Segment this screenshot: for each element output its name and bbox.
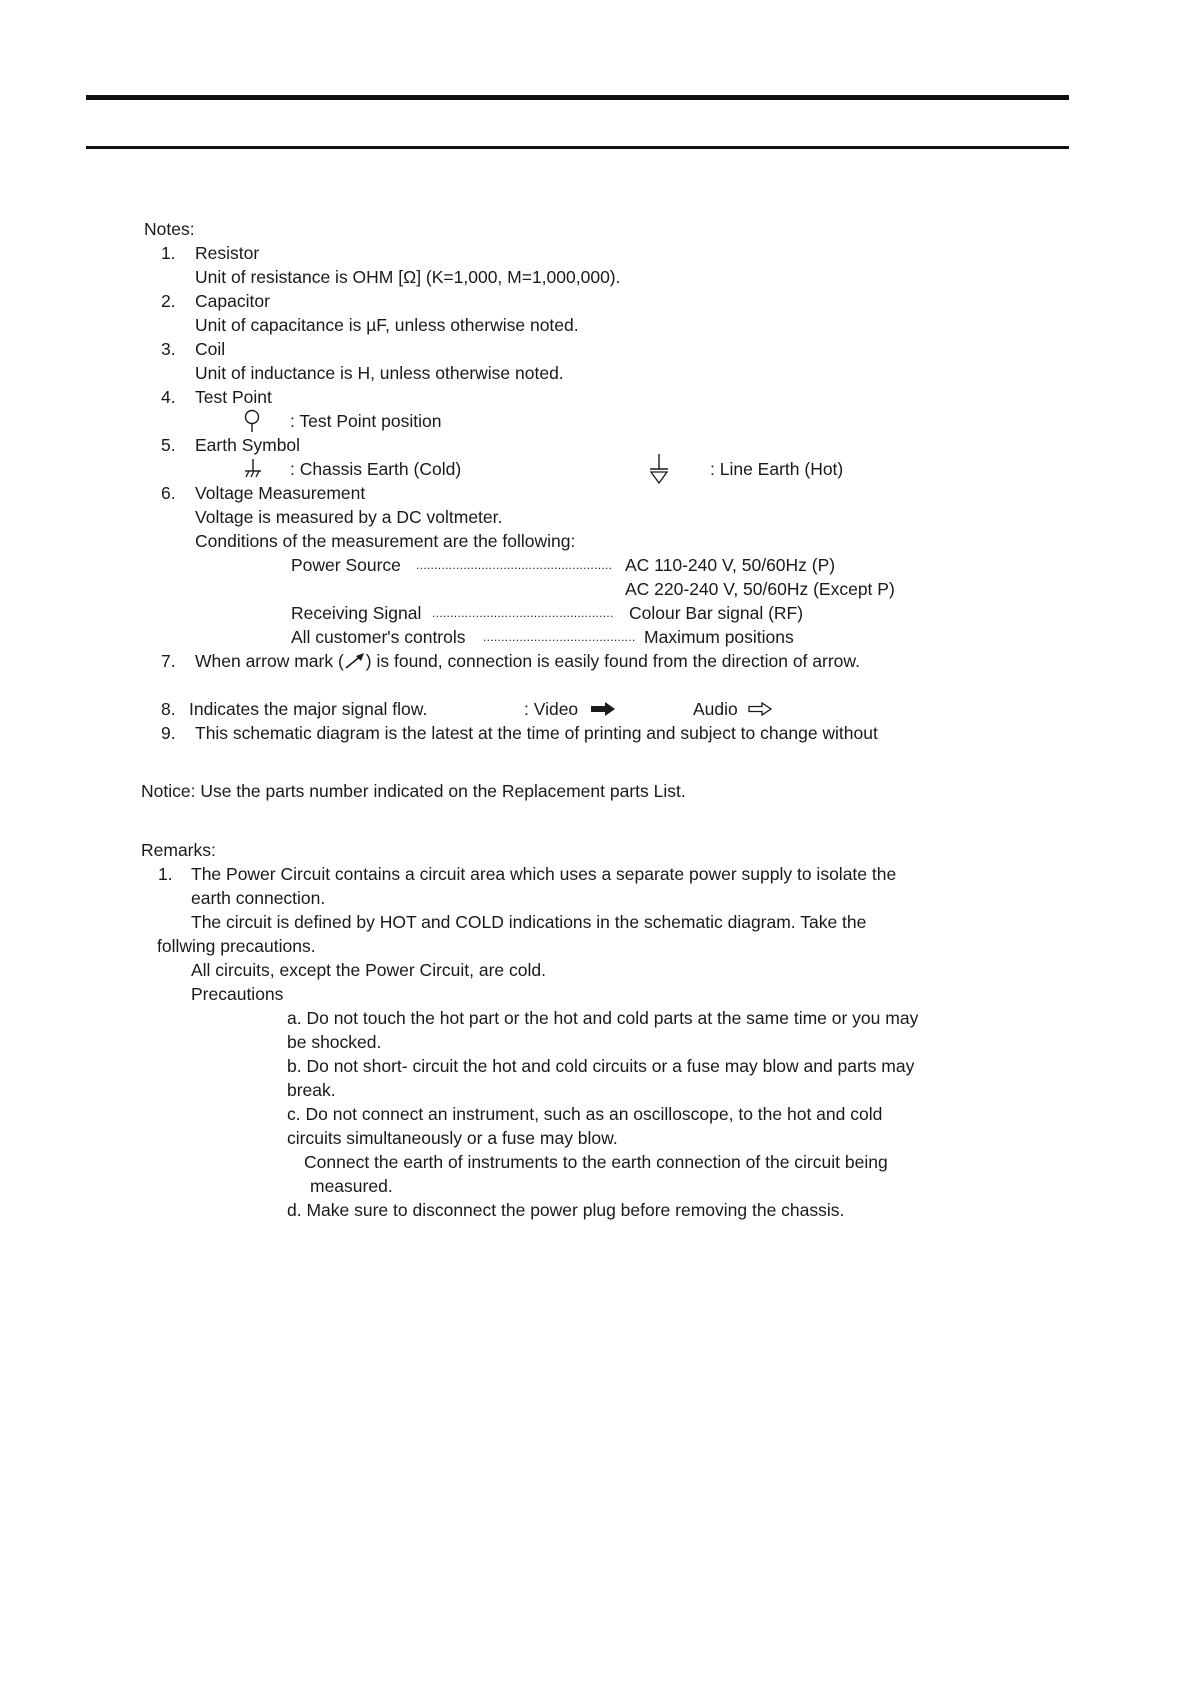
header-rule-top xyxy=(86,95,1069,100)
note-7-number: 7. xyxy=(161,651,176,671)
precaution-b-line-1: b. Do not short- circuit the hot and cold circuits or a fuse may blow and parts may xyxy=(287,1056,915,1076)
header-rule-bottom xyxy=(86,146,1069,149)
test-point-icon xyxy=(242,409,262,433)
note-1-title: Resistor xyxy=(195,243,260,263)
precaution-c-line-3: Connect the earth of instruments to the earth connection of the circuit being xyxy=(304,1152,888,1172)
note-5-number: 5. xyxy=(161,435,176,455)
precaution-b-line-2: break. xyxy=(287,1080,336,1100)
precaution-d-line-1: d. Make sure to disconnect the power plug before removing the chassis. xyxy=(287,1200,845,1220)
note-9-number: 9. xyxy=(161,723,176,743)
note-2-desc: Unit of capacitance is µF, unless otherwise noted. xyxy=(195,315,579,335)
notice-text: Notice: Use the parts number indicated on the Replacement parts List. xyxy=(141,781,686,801)
note-2-title: Capacitor xyxy=(195,291,270,311)
power-source-value-2: AC 220-240 V, 50/60Hz (Except P) xyxy=(625,579,895,599)
precaution-a-line-1: a. Do not touch the hot part or the hot and cold parts at the same time or you may xyxy=(287,1008,919,1028)
remark-line-2: earth connection. xyxy=(191,888,326,908)
note-4-number: 4. xyxy=(161,387,176,407)
note-4-symbol-label: : Test Point position xyxy=(290,411,442,431)
remarks-heading: Remarks: xyxy=(141,840,216,860)
note-4-title: Test Point xyxy=(195,387,272,407)
note-5-title: Earth Symbol xyxy=(195,435,301,455)
note-7-text xyxy=(195,651,860,671)
power-source-label: Power Source xyxy=(291,555,401,575)
remark-1-number: 1. xyxy=(158,864,173,884)
note-3-title: Coil xyxy=(195,339,226,359)
precaution-c-line-1: c. Do not connect an instrument, such as an oscilloscope, to the hot and cold xyxy=(287,1104,883,1124)
notes-heading: Notes: xyxy=(144,219,195,239)
note-5-line-label: : Line Earth (Hot) xyxy=(710,459,844,479)
remark-line-1: The Power Circuit contains a circuit area which uses a separate power supply to isolate the xyxy=(191,864,897,884)
note-5-chassis-label: : Chassis Earth (Cold) xyxy=(290,459,462,479)
note-3-desc: Unit of inductance is H, unless otherwise noted. xyxy=(195,363,564,383)
precaution-c-line-2: circuits simultaneously or a fuse may blow. xyxy=(287,1128,618,1148)
receiving-signal-value: Colour Bar signal (RF) xyxy=(629,603,804,623)
note-6-desc2: Conditions of the measurement are the following: xyxy=(195,531,576,551)
note-6-desc1: Voltage is measured by a DC voltmeter. xyxy=(195,507,503,527)
precautions-heading: Precautions xyxy=(191,984,284,1004)
power-source-value-1: AC 110-240 V, 50/60Hz (P) xyxy=(625,555,836,575)
note-1-number: 1. xyxy=(161,243,176,263)
note-7-text-before: When arrow mark ( xyxy=(195,651,344,671)
power-source-dots: ...................................................... xyxy=(416,558,613,572)
note-9-text: This schematic diagram is the latest at the time of printing and subject to change without xyxy=(195,723,878,743)
filled-arrow-icon xyxy=(591,702,615,716)
note-7-text-after: ) is found, connection is easily found from the direction of arrow. xyxy=(365,651,860,671)
note-6-number: 6. xyxy=(161,483,176,503)
remark-line-3: The circuit is defined by HOT and COLD indications in the schematic diagram. Take the xyxy=(191,912,867,932)
line-earth-icon xyxy=(648,453,670,485)
note-6-title: Voltage Measurement xyxy=(195,483,366,503)
note-8-number: 8. xyxy=(161,699,176,719)
precaution-c-line-4: measured. xyxy=(310,1176,393,1196)
note-2-number: 2. xyxy=(161,291,176,311)
controls-label: All customer's controls xyxy=(291,627,466,647)
note-1-desc: Unit of resistance is OHM [Ω] (K=1,000, M=1,000,000). xyxy=(195,267,621,287)
receiving-signal-label: Receiving Signal xyxy=(291,603,422,623)
outline-arrow-icon xyxy=(748,702,772,716)
receiving-signal-dots: .................................................. xyxy=(432,606,614,620)
remark-line-5: All circuits, except the Power Circuit, are cold. xyxy=(191,960,546,980)
arrow-mark-icon xyxy=(344,652,366,670)
chassis-earth-icon xyxy=(243,457,263,479)
controls-value: Maximum positions xyxy=(644,627,794,647)
controls-dots: .......................................... xyxy=(483,630,636,644)
note-8-audio-label: Audio xyxy=(693,699,738,719)
note-8-text: Indicates the major signal flow. xyxy=(189,699,428,719)
remark-line-4: follwing precautions. xyxy=(157,936,316,956)
precaution-a-line-2: be shocked. xyxy=(287,1032,382,1052)
note-3-number: 3. xyxy=(161,339,176,359)
note-8-video-label: : Video xyxy=(524,699,579,719)
